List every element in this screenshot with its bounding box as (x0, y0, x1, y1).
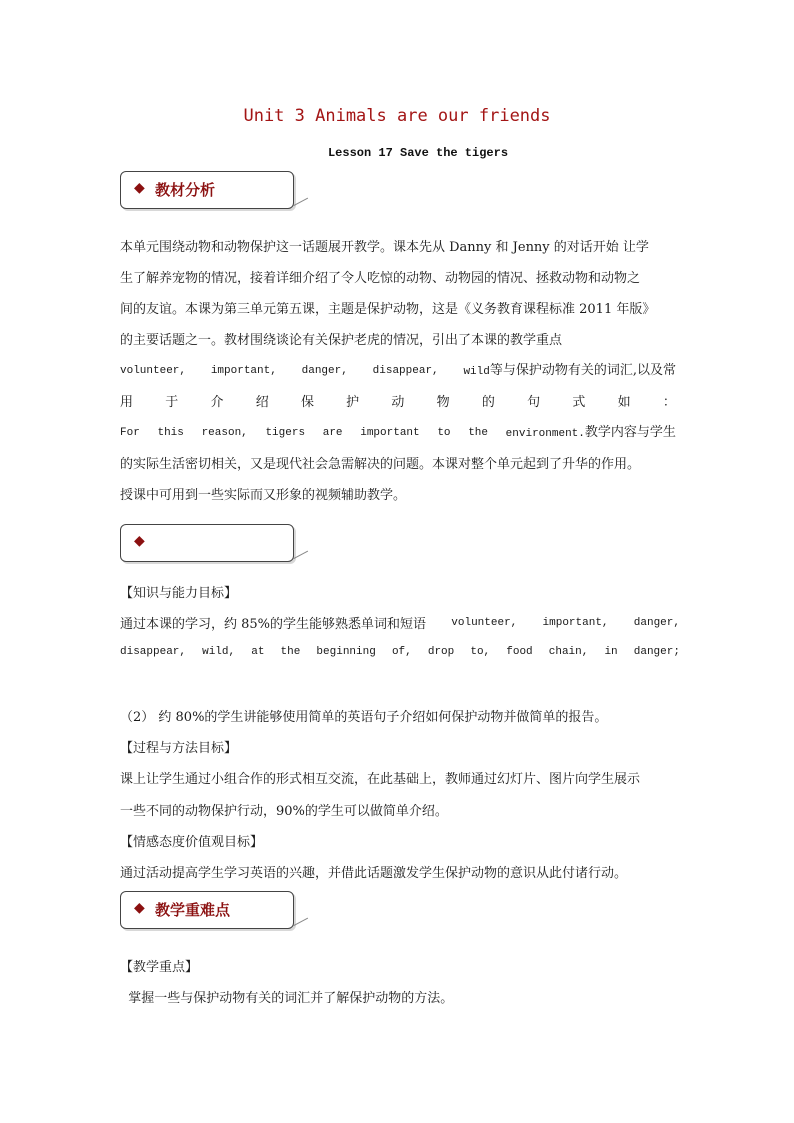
text-line: 本单元围绕动物和动物保护这一话题展开教学。课本先从 Danny 和 Jenny 的对话开始 让学 (120, 240, 649, 255)
knowledge-word: important, (542, 616, 609, 629)
char: 物 (436, 395, 450, 410)
knowledge-word: the (280, 646, 301, 658)
knowledge-line-2 (120, 646, 680, 658)
vocab-tail-text: 等与保护动物有关的词汇,以及常 (489, 363, 676, 378)
process-line: 课上让学生通过小组合作的形式相互交流，在此基础上，教师通过幻灯片、图片向学生展示 (120, 772, 641, 787)
vocab-word: volunteer, (120, 365, 187, 377)
sentence-word: For (120, 427, 140, 439)
diamond-icon: ◆ (134, 180, 145, 196)
knowledge-word: in (604, 646, 618, 658)
attitude-heading: 【情感态度价值观目标】 (120, 835, 264, 850)
focus-line: 掌握一些与保护动物有关的词汇并了解保护动物的方法。 (120, 991, 454, 1006)
knowledge-word: of, (391, 646, 412, 658)
knowledge-word: danger, (633, 616, 680, 629)
char: 绍 (255, 395, 269, 410)
char: 护 (346, 395, 360, 410)
sentence-word: this (157, 427, 184, 439)
sentence-tail (506, 418, 676, 449)
vocab-word: wild (463, 366, 490, 378)
knowledge-line-3: （2） 约 80%的学生讲能够使用简单的英语句子介绍如何保护动物并做简单的报告。 (120, 710, 608, 725)
text-line: 间的友谊。本课为第三单元第五课，主题是保护动物，这是《义务教育课程标准 2011 年版》 (120, 302, 656, 317)
knowledge-word: beginning (316, 646, 376, 658)
vocab-word: important, (210, 365, 277, 377)
knowledge-word: at (251, 646, 265, 658)
sentence-tail-text: 教学内容与学生 (584, 425, 676, 440)
focus-heading: 【教学重点】 (120, 960, 199, 975)
char: 保 (300, 395, 314, 410)
section-label: 教材分析 (155, 181, 216, 199)
section-header-analysis (120, 171, 294, 209)
sentence-word: environment. (505, 428, 585, 440)
sentence-word: to (437, 427, 451, 439)
attitude-line: 通过活动提高学生学习英语的兴趣，并借此话题激发学生保护动物的意识从此付诸行动。 (120, 866, 628, 881)
text-line: 生了解养宠物的情况，接着详细介绍了令人吃惊的动物、动物园的情况、拯救动物和动物之 (120, 271, 641, 286)
sentence-word: the (468, 427, 488, 439)
knowledge-word: disappear, (120, 646, 187, 658)
knowledge-word: chain, (548, 646, 589, 658)
diamond-icon: ◆ (134, 533, 145, 549)
spread-line (120, 387, 676, 418)
char: 动 (391, 395, 405, 410)
vocab-word: danger, (301, 365, 348, 377)
diamond-icon: ◆ (134, 900, 145, 916)
vocab-word: disappear, (372, 365, 439, 377)
knowledge-word: to, (470, 646, 491, 658)
char: 介 (210, 395, 224, 410)
lesson-subtitle: Lesson 17 Save the tigers (327, 146, 509, 160)
process-heading: 【过程与方法目标】 (120, 741, 238, 756)
text-line: 授课中可用到一些实际而又形象的视频辅助教学。 (120, 488, 407, 503)
section-header-objectives (120, 524, 294, 562)
sentence-word: are (322, 427, 343, 439)
process-line: 一些不同的动物保护行动，90%的学生可以做简单介绍。 (120, 804, 448, 819)
knowledge-word: wild, (202, 646, 236, 658)
sentence-line (120, 418, 676, 449)
section-label: 教学重难点 (155, 901, 231, 919)
char: ： (662, 395, 676, 410)
vocab-tail (463, 356, 676, 387)
knowledge-word: drop (427, 646, 455, 658)
char: 用 (120, 395, 134, 410)
analysis-paragraph (120, 232, 676, 511)
vocab-line (120, 356, 676, 387)
section-header-key-points (120, 891, 294, 929)
char: 句 (527, 395, 541, 410)
char: 于 (165, 395, 179, 410)
knowledge-word: volunteer, (451, 616, 518, 629)
sentence-word: reason, (201, 427, 248, 439)
sentence-word: important (360, 427, 420, 439)
knowledge-heading: 【知识与能力目标】 (120, 586, 238, 601)
text-line: 的主要话题之一。教材围绕谈论有关保护老虎的情况，引出了本课的教学重点 (120, 333, 563, 348)
char: 如 (617, 395, 631, 410)
char: 式 (572, 395, 586, 410)
document-title: Unit 3 Animals are our friends (243, 106, 551, 126)
knowledge-word: danger; (633, 646, 680, 658)
knowledge-word: food (506, 646, 533, 658)
sentence-word: tigers (265, 427, 306, 439)
knowledge-line-1 (120, 613, 680, 632)
char: 的 (481, 395, 495, 410)
text-line: 的实际生活密切相关，又是现代社会急需解决的问题。本课对整个单元起到了升华的作用。 (120, 457, 641, 472)
knowledge-text: 通过本课的学习，约 85%的学生能够熟悉单词和短语 (120, 617, 427, 632)
